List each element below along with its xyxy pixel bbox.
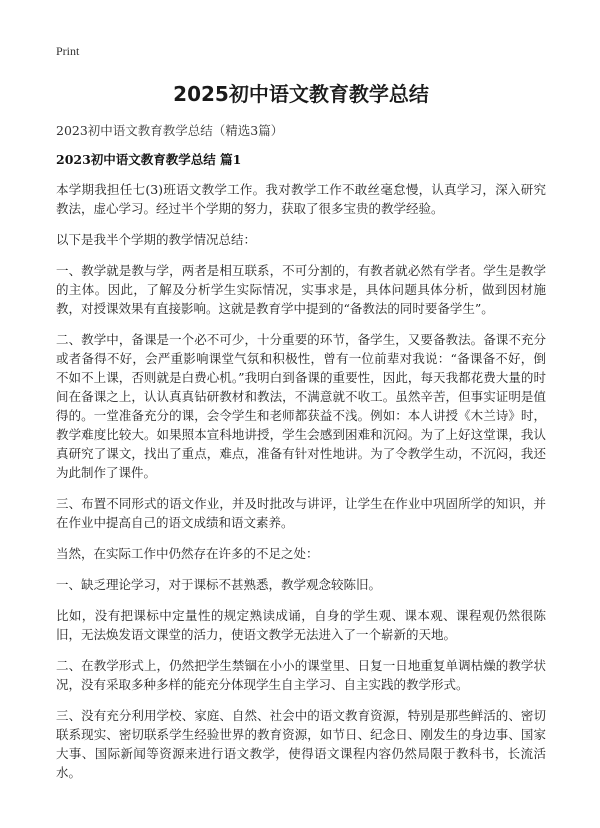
- document-subtitle: 2023初中语文教育教学总结（精选3篇）: [56, 123, 284, 138]
- document-title: 2025初中语文教育教学总结: [173, 82, 429, 106]
- section-heading: 2023初中语文教育教学总结 篇1: [56, 152, 242, 167]
- paragraph: 一、教学就是教与学，两者是相互联系，不可分割的，有教者就必然有学者。学生是教学的主体。因此，了解及分析学生实际情况，实事求是，具体问题具体分析，做到因材施教，对授课效果有直接影响。这就是教育学中提到的“备教法的同时要备学生”。: [56, 263, 546, 316]
- paragraph: 三、布置不同形式的语文作业，并及时批改与讲评，让学生在作业中巩固所学的知识，并在作业中提高自己的语文成绩和语文素养。: [56, 496, 546, 530]
- paragraph: 以下是我半个学期的教学情况总结：: [56, 232, 257, 247]
- paragraph: 当然，在实际工作中仍然存在许多的不足之处：: [56, 546, 319, 561]
- paragraph: 二、在教学形式上，仍然把学生禁锢在小小的课堂里、日复一日地重复单调枯燥的教学状况，没有采取多种多样的能充分体现学生自主学习、自主实践的教学形式。: [56, 658, 546, 692]
- paragraph: 二、教学中，备课是一个必不可少，十分重要的环节，备学生，又要备教法。备课不充分或者备得不好，会严重影响课堂气氛和积极性，曾有一位前辈对我说：“备课备不好，倒不如不上课，否则就是白费心机。”我明白到备课的重要性，因此，每天我都花费大量的时间在备课之上，认认真真钻研教材和教法，不满意就不收工。虽然辛苦，但事实证明是值得的。一堂准备充分的课，会令学生和老师都获益不浅。例如：本人讲授《木兰诗》时，教学难度比较大。如果照本宣科地讲授，学生会感到困难和沉闷。为了上好这堂课，我认真研究了课文，找出了重点，难点，准备有针对性地讲。为了令教学生动，不沉闷，我还为此制作了课件。: [56, 332, 546, 480]
- paragraph: 三、没有充分利用学校、家庭、自然、社会中的语文教育资源，特别是那些鲜活的、密切联系现实、密切联系学生经验世界的教育资源，如节日、纪念日、刚发生的身边事、国家大事、国际新闻等资源来进行语文教学，使得语文课程内容仍然局限于教科书，长流活水。: [56, 708, 546, 780]
- document-body: [56, 180, 546, 794]
- print-label[interactable]: Print: [56, 44, 80, 58]
- paragraph: 一、缺乏理论学习，对于课标不甚熟悉，教学观念较陈旧。: [56, 577, 382, 592]
- paragraph: 比如，没有把课标中定量性的规定熟读成诵，自身的学生观、课本观、课程观仍然很陈旧，无法焕发语文课堂的活力，使语文教学无法进入了一个崭新的天地。: [56, 608, 546, 642]
- paragraph: 本学期我担任七(3)班语文教学工作。我对教学工作不敢丝毫怠慢，认真学习，深入研究教法，虚心学习。经过半个学期的努力，获取了很多宝贵的教学经验。: [56, 182, 546, 216]
